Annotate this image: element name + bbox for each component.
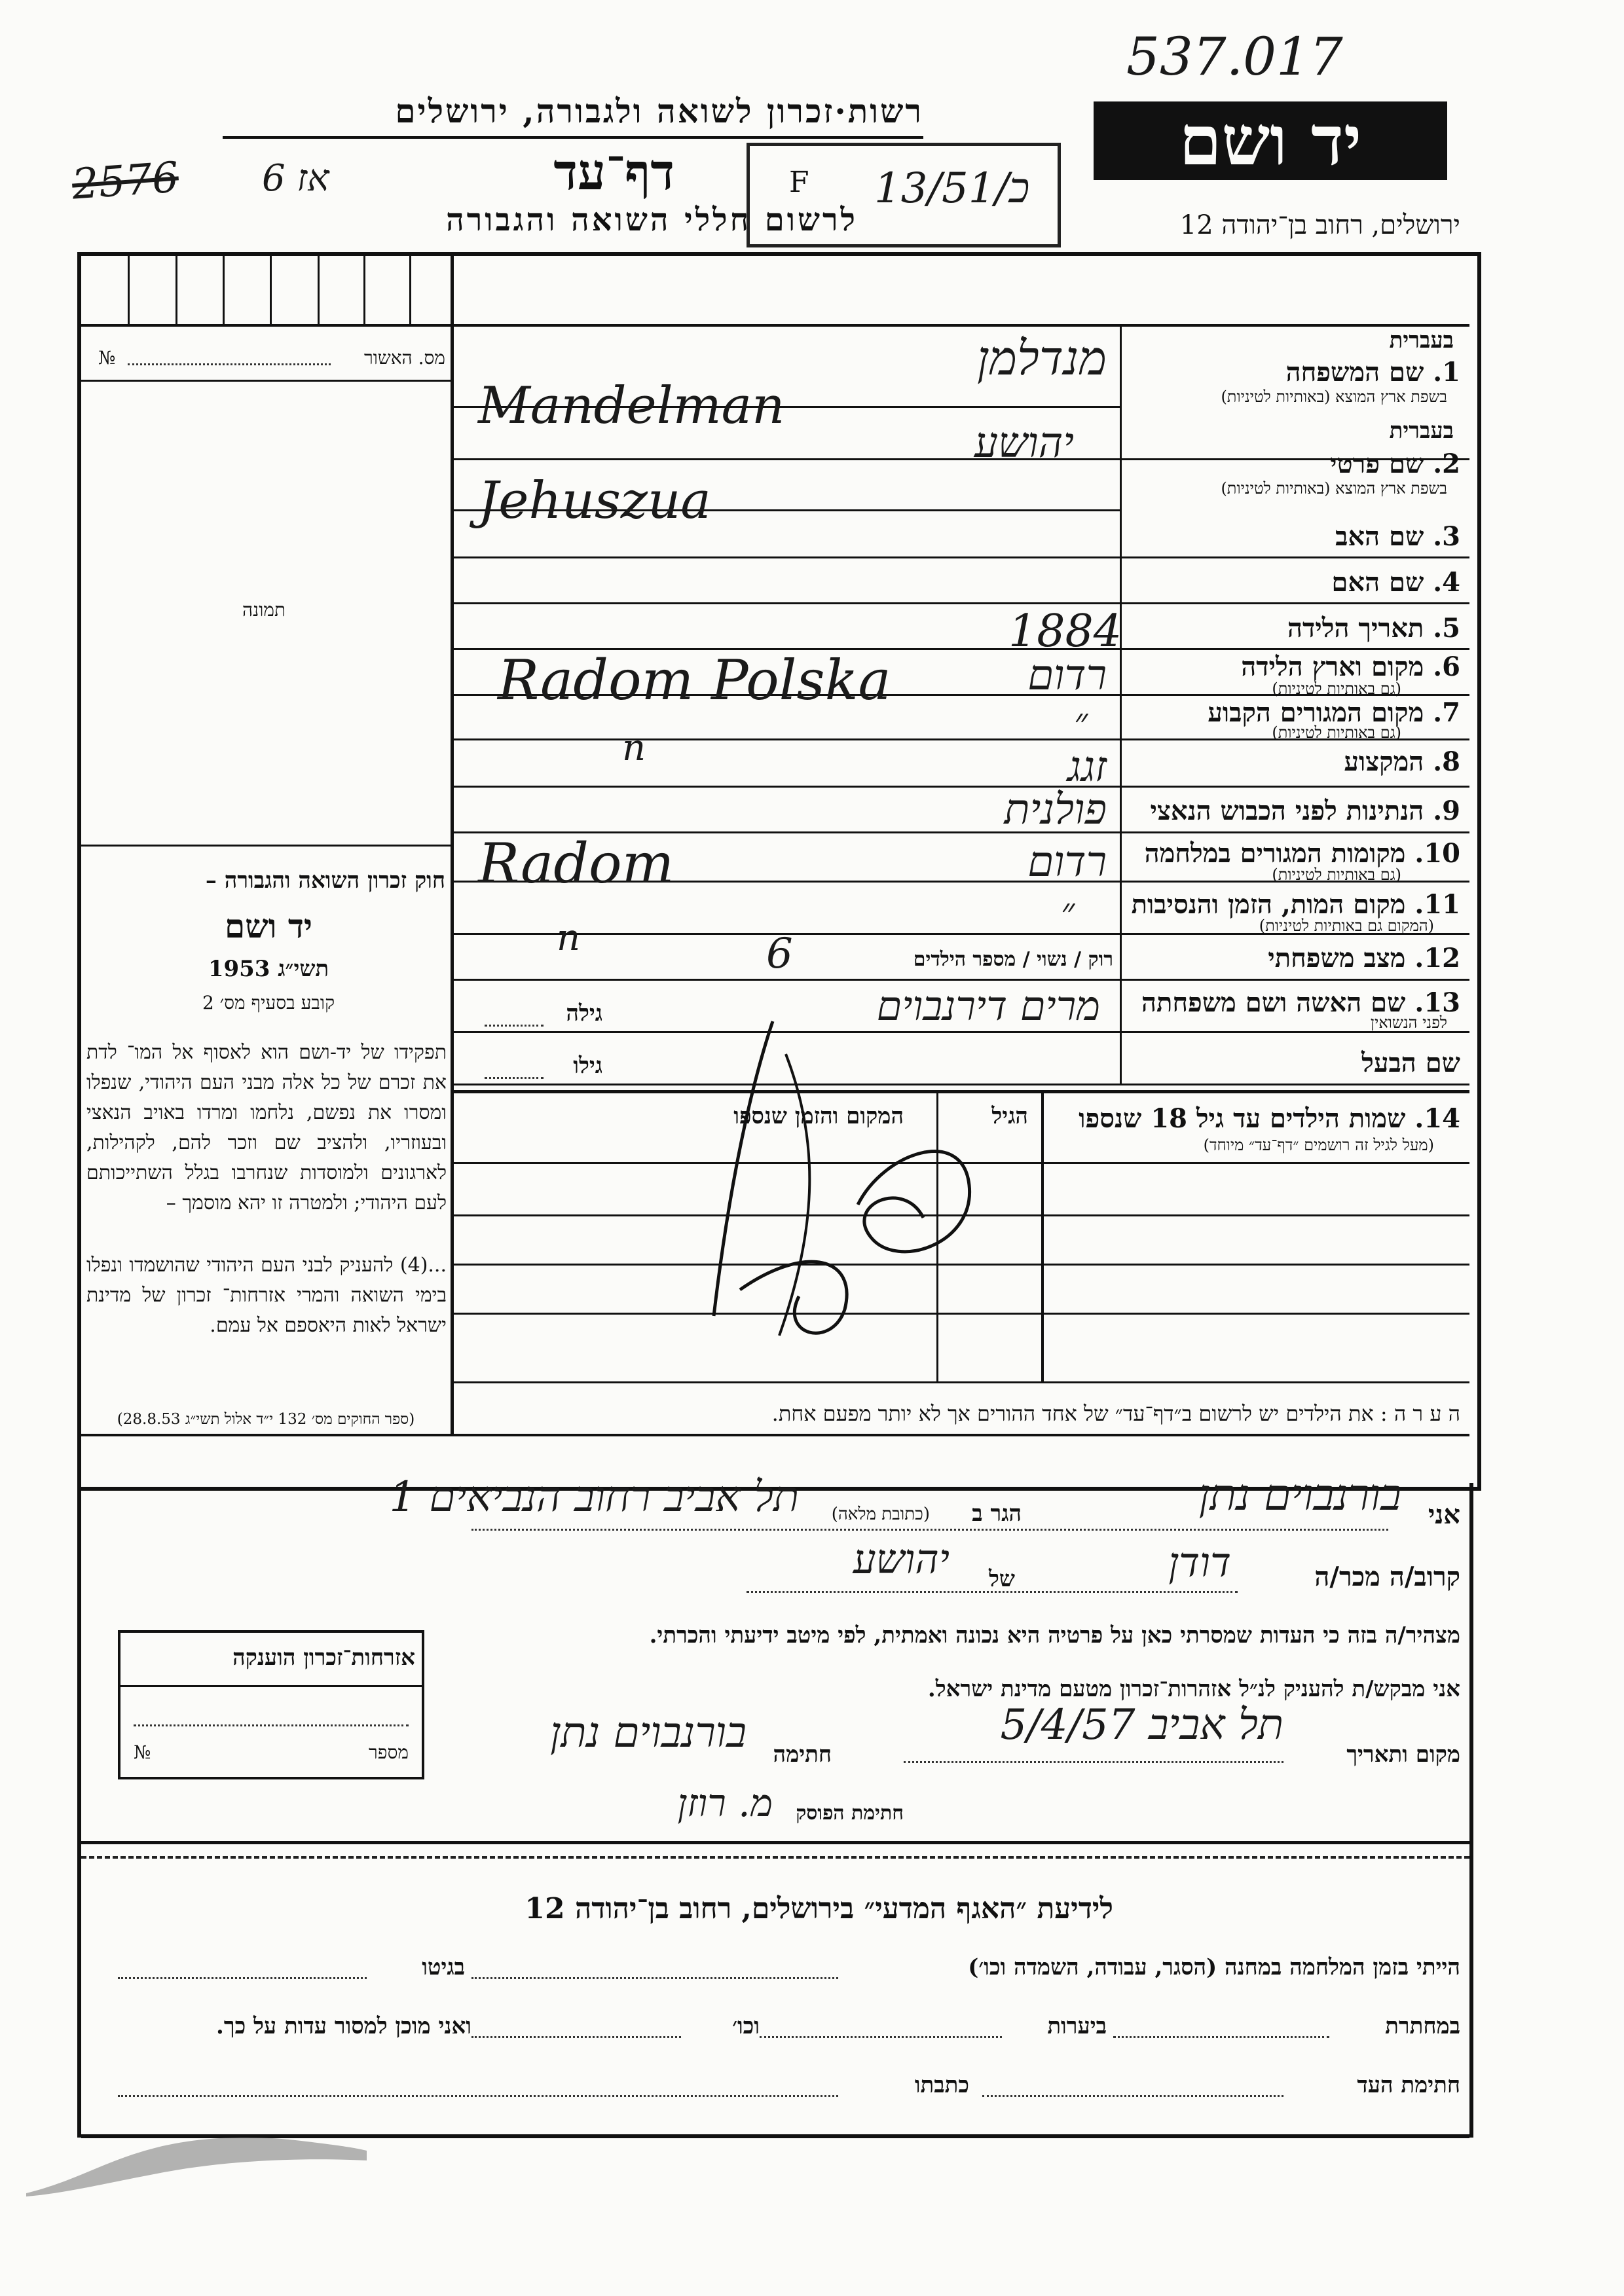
field-1-value-latin: Mandelman (478, 376, 785, 435)
photo-label: תמונה (242, 599, 286, 621)
declaration-i-label: אני (1428, 1499, 1460, 1530)
relative-label: קרוב/ה מכר/ה (1314, 1561, 1460, 1592)
place-date-value: תל אביב 5/4/57 (1000, 1701, 1283, 1749)
field-2-value-hebrew: יהושע (974, 419, 1074, 467)
top-archive-number: 537.017 (1126, 26, 1343, 87)
authority-underline (223, 136, 923, 139)
declarant-name: בורנבוים נתן (1198, 1470, 1401, 1520)
field-3-label: 3. שם האב (1335, 521, 1460, 552)
field-2-sub: בשפת ארץ המוצא (באותיות לטיניות) (1221, 479, 1447, 498)
field-11-value: ״ (1061, 890, 1075, 933)
resides-label: הגר ב (972, 1501, 1022, 1527)
field-5-label: 5. תאריך הלידה (1287, 613, 1460, 644)
relation-value: דודן (1168, 1539, 1231, 1586)
field-10-label: 10. מקומות המגורים במלחמה (1144, 838, 1460, 869)
form-title: דף־עד (553, 143, 674, 201)
law-clause: קובע בסעיף מס׳ 2 (202, 992, 335, 1013)
field-4-label: 4. שם האם (1331, 567, 1460, 598)
reference-box (747, 143, 1061, 247)
signature-label: חתימה (773, 1741, 832, 1768)
field-12-label: 12. מצב משפחתי (1268, 943, 1460, 974)
footer-ghetto-label: בגיטו (422, 1954, 465, 1980)
field-2-value-latin: Jehuszua (478, 471, 711, 530)
place-date-label: מקום ותאריך (1346, 1741, 1460, 1768)
field-10-sub: (גם באותיות לטיניות) (1272, 866, 1401, 884)
citizenship-number-label: מספר (369, 1741, 409, 1763)
footer-underground-label: במחתרת (1385, 2013, 1460, 2039)
collector-signature: מ. רוזן (677, 1781, 773, 1825)
field-1-label: 1. שם המשפחה (1285, 357, 1460, 388)
declarant-address: תל אביב רחוב הנביאים 1 (389, 1473, 799, 1522)
citizenship-number: № (134, 1741, 151, 1763)
children-age-column: הגיל (991, 1103, 1028, 1129)
yad-vashem-logo: יד ושם (1094, 101, 1447, 180)
footer-etc-label: וכו׳ (732, 2013, 760, 2039)
field-8-value: זגג (1067, 743, 1107, 792)
field-9-value: פולנית (1004, 786, 1107, 834)
footer-camp-label: הייתי בזמן המלחמה במחנה (הסגר, עבודה, השמדה וכו׳) (968, 1954, 1460, 1980)
cert-number: № (98, 347, 116, 369)
footer-forests-label: ביערות (1047, 2013, 1107, 2039)
children-place-column: המקום והזמן שנספו (733, 1103, 904, 1129)
form-subtitle: לרשום חללי השואה והגבורה (446, 202, 858, 238)
field-13-sub: לפני הנשואין (1370, 1013, 1447, 1032)
field-10-value-latin: Radom (478, 831, 674, 896)
field-10-value-hebrew: רדום (1027, 838, 1107, 886)
field-13-age-label: גילה (566, 1000, 602, 1027)
field-6-sub: (גם באותיות לטיניות) (1272, 680, 1401, 698)
field-11-sub: (המקום גם באותיות לטיניות) (1259, 917, 1434, 935)
statement-text: מצהיר/ה בזה כי העדות שמסרתי כאן על פרטיה היא נכונה ואמתית, לפי מיטב ידיעתי והכרתי. (649, 1622, 1460, 1649)
law-text-2: ...(4) להעניק לבני העם היהודי שהושמדו ונפלו בימי השואה והמרי אזרחות־ זכרון של מדינת ישראל לאות היאספם אל עמם. (86, 1254, 447, 1337)
footer-witness-address-label: כתבתו (914, 2072, 969, 2098)
scan-artifact (26, 2121, 367, 2200)
address-label: (כתובת מלאה) (831, 1504, 930, 1524)
field-1-sub: בשפת ארץ המוצא (באותיות לטיניות) (1221, 388, 1447, 406)
field-7-value-latin-ditto: n (622, 727, 646, 769)
field-12-options: רוק / נשוי / מספר הילדים (913, 948, 1113, 971)
footer-testimony-label: ואני מוכן למסור עדות על כך. (216, 2013, 471, 2039)
authority-line: רשות·זכרון לשואה ולגבורה, ירושלים (395, 92, 923, 130)
field-9-label: 9. הנתינות לפני הכבוש הנאצי (1150, 795, 1460, 826)
footer-heading: לידיעת ״האגף המדעי״ בירושלים, רחוב בן־יהודה 12 (525, 1892, 1113, 1925)
field-14-label: 14. שמות הילדים עד גיל 18 שנספו (1079, 1103, 1460, 1134)
field-1-hebrew-tag: בעברית (1389, 327, 1454, 354)
field-14-sub: (מעל לגיל זה רושמים ״דף־עד״ מיוחד) (1203, 1136, 1434, 1154)
stamp-reference: 2576 (70, 153, 181, 210)
citizenship-box-title: אזרחות־זכרון הוענקה (232, 1645, 415, 1671)
field-2-label: 2. שם פרטי (1330, 448, 1460, 479)
crossed-out-scribble (688, 1008, 1028, 1362)
husband-age-label: גילו (573, 1053, 602, 1079)
reference-letter: F (789, 166, 809, 199)
field-6-value-hebrew: רדום (1027, 651, 1107, 700)
signature-value: בורנבוים נתן (550, 1709, 747, 1757)
law-title: חוק זכרון השואה והגבורה – (205, 867, 445, 894)
request-text: אני מבקש/ת להעניק לנ״ל אזהרות־זכרון מטעם מדינת ישראל. (927, 1676, 1460, 1702)
field-7-label: 7. מקום המגורים הקבוע (1208, 697, 1460, 728)
field-5-value: 1884 (1008, 606, 1122, 657)
folio-number: 6 אז (262, 157, 329, 200)
logo-address: ירושלים, רחוב בן־יהודה 12 (1179, 210, 1460, 240)
field-1-value-hebrew: מנדלמן (977, 331, 1107, 386)
field-6-value-latin: Radom Polska (498, 648, 891, 712)
husband-label: שם הבעל (1361, 1048, 1460, 1078)
collector-label: חתימת הפוסק (796, 1802, 904, 1825)
law-reference: (ספר החוקים מס׳ 132 י״ד אלול תשי״ג 28.8.53) (117, 1411, 415, 1428)
of-name: יהושע (853, 1535, 950, 1583)
field-11-label: 11. מקום המות, הזמן והנסיבות (1131, 889, 1460, 920)
field-13-label: 13. שם האשה ושם משפחתה (1141, 987, 1460, 1018)
field-6-label: 6. מקום וארץ הלידה (1241, 651, 1460, 682)
of-label: של (989, 1566, 1015, 1592)
law-text-1: תפקידו של יד-ושם הוא לאסוף אל המו־ לדת את זכרם של כל אלה מבני העם היהודי, שנפלו ומסרו את נפשם, נלחמו ומרדו באויב הנאצי ובעוזריו, ולהציב שם וזכר להם, לקהילות, לארגונים ולמוסדות שנחרבו בגלל השתייכותם לעם היהודי; ולמטרה זו יהא מוסמך – (86, 1041, 447, 1214)
citizenship-box (118, 1630, 424, 1779)
left-panel-divider (451, 256, 454, 1434)
field-8-label: 8. המקצוע (1344, 746, 1460, 777)
field-7-sub: (גם באותיות לטיניות) (1272, 723, 1401, 742)
note-text: ה ע ר ה : את הילדים יש לרשום ב״דף־עד״ של אחד ההורים אך לא יותר מפעם אחת. (771, 1401, 1460, 1426)
field-13-value: מרים דירנבוים (876, 982, 1100, 1030)
field-7-value: ״ (1074, 701, 1088, 743)
law-year: תשי״ג 1953 (208, 956, 329, 982)
footer-witness-signature-label: חתימת העד (1357, 2072, 1460, 2098)
field-12-value: 6 (766, 930, 793, 978)
reference-number: 13/51/כ (874, 164, 1030, 213)
law-name: יד ושם (225, 907, 312, 945)
cert-label: מס. האשור (364, 347, 445, 369)
field-2-hebrew-tag: בעברית (1389, 418, 1454, 444)
field-11-value-latin-ditto: n (557, 917, 581, 959)
